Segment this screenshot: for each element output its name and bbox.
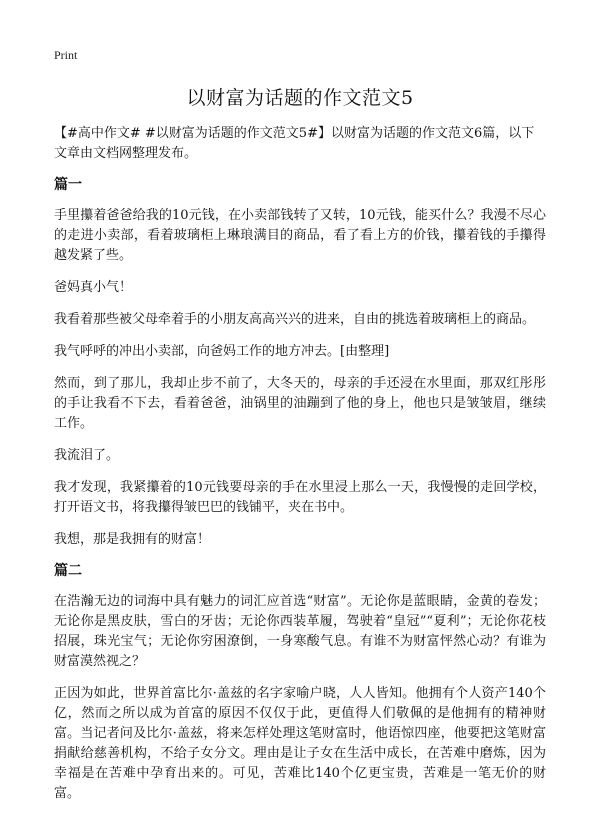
print-label: Print xyxy=(54,48,78,62)
section-1-paragraph-1: 手里攥着爸爸给我的10元钱，在小卖部钱转了又转，10元钱，能买什么？我漫不尽心的走进小卖部，看着玻璃柜上琳琅满目的商品，看了看上方的价钱，攥着钱的手攥得越发紧了些。 xyxy=(54,208,546,263)
section-1-paragraph-7: 我才发现，我紧攥着的10元钱要母亲的手在水里浸上那么一天，我慢慢的走回学校，打开语文书，将我攥得皱巴巴的钱铺平，夹在书中。 xyxy=(54,480,546,515)
section-1-paragraph-5: 然而，到了那儿，我却止步不前了，大冬天的，母亲的手还浸在水里面，那双红彤彤的手让我看不下去，看着爸爸，油锅里的油蹦到了他的身上，他也只是皱皱眉，继续工作。 xyxy=(54,376,546,431)
section-heading-2: 篇二 xyxy=(54,563,82,579)
section-heading-1: 篇一 xyxy=(54,177,82,193)
section-2-paragraph-2: 正因为如此，世界首富比尔·盖兹的名字家喻户晓，人人皆知。他拥有个人资产140个亿，然而之所以成为首富的原因不仅仅于此，更值得人们敬佩的是他拥有的精神财富。当记者问及比尔·盖兹，将来怎样处理这笔财富时，他语惊四座，他要把这笔财富捐献给慈善机构，不给子女分文。理由是让子女在生活中成长，在苦难中磨炼，因为幸福是在苦难中孕育出来的。可见，苦难比140个亿更宝贵，苦难是一笔无价的财富。 xyxy=(54,686,546,801)
section-1-paragraph-6: 我流泪了。 xyxy=(54,448,120,463)
intro-paragraph: 【#高中作文# #以财富为话题的作文范文5#】以财富为话题的作文范文6篇，以下文章由文档网整理发布。 xyxy=(54,126,535,161)
section-1-paragraph-8: 我想，那是我拥有的财富！ xyxy=(54,532,211,547)
section-1-paragraph-2: 爸妈真小气！ xyxy=(54,280,133,295)
section-1-paragraph-3: 我看着那些被父母牵着手的小朋友高高兴兴的进来，自由的挑选着玻璃柜上的商品。 xyxy=(54,312,536,327)
page-title: 以财富为话题的作文范文5 xyxy=(186,87,414,109)
section-1-paragraph-4: 我气呼呼的冲出小卖部，向爸妈工作的地方冲去。[由整理] xyxy=(54,344,390,359)
section-2-paragraph-1: 在浩瀚无边的词海中具有魅力的词汇应首选“财富”。无论你是蓝眼睛，金黄的卷发；无论你是黑皮肤，雪白的牙齿；无论你西装革履，驾驶着“皇冠”“夏利”；无论你花枝招展，珠光宝气；无论你穷困潦倒，一身寒酸气息。有谁不为财富怦然心动？有谁为财富漠然视之？ xyxy=(54,594,546,669)
